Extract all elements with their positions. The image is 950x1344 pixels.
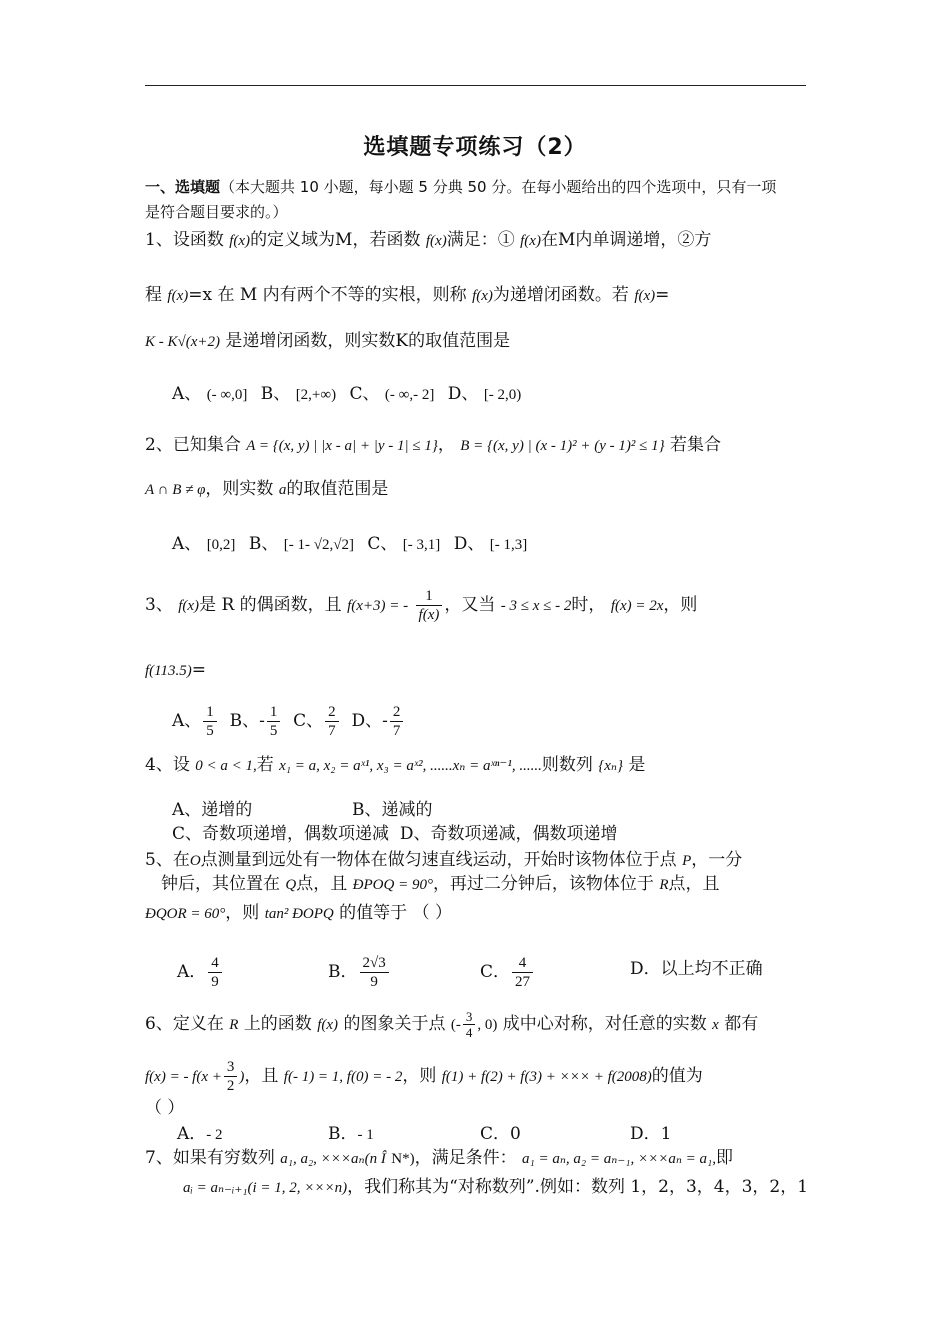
q3-range: - 3 ≤ x ≤ - 2 xyxy=(500,598,572,614)
q2-option-c-label: C、 xyxy=(367,534,398,554)
q3-fraction-numerator: 1 xyxy=(416,587,443,606)
q2-condition: A ∩ B ≠ φ xyxy=(145,482,206,498)
q3-fraction xyxy=(416,587,443,624)
q7-text: ，满足条件： xyxy=(414,1148,517,1168)
q3-option-a-den: 5 xyxy=(206,723,214,739)
q2-text: ，则实数 xyxy=(205,479,274,499)
q5-point-r: R xyxy=(659,877,669,893)
q3-text: ，则 xyxy=(663,595,698,615)
q6-equation-end: ) xyxy=(239,1069,245,1085)
q5-option-b xyxy=(328,954,391,991)
q3-option-c-num: 2 xyxy=(325,703,339,722)
q6-x: x xyxy=(712,1017,719,1033)
q6-point: (- xyxy=(450,1017,461,1033)
q4-option-a: A、递增的 xyxy=(172,800,253,820)
q7-condition-2: aᵢ = aₙ₋ᵢ₊₁(i = 1, 2, ×××n) xyxy=(183,1180,348,1196)
question-6-line-3 xyxy=(145,1097,184,1119)
question-3-options xyxy=(172,703,405,740)
q1-text: 程 xyxy=(145,285,162,305)
q7-sequence: a₁, a₂, ×××aₙ(n Î xyxy=(280,1151,386,1167)
question-7-line-2 xyxy=(145,1176,808,1199)
q3-text: 3、 xyxy=(145,595,173,615)
q1-text: 在M内单调递增，②方 xyxy=(540,230,712,250)
q6-point-den: 4 xyxy=(465,1025,473,1040)
q6-equation-num: 3 xyxy=(224,1058,238,1077)
q3-fx: f(x) xyxy=(178,598,200,614)
q5-option-c-num: 4 xyxy=(512,954,533,973)
q5-angle-qor: ÐQOR = 60° xyxy=(145,906,226,922)
q5-option-a-num: 4 xyxy=(208,954,222,973)
q2-text: 若集合 xyxy=(670,435,722,455)
q1-option-b: [2,+∞) xyxy=(295,387,337,403)
question-5-line-1 xyxy=(145,849,742,872)
q6-text: 上的函数 xyxy=(243,1014,312,1034)
q3-option-b-num: 1 xyxy=(267,703,281,722)
q6-r: R xyxy=(229,1017,239,1033)
q2-set-b: B = {(x, y) | (x - 1)² + (y - 1)² ≤ 1} xyxy=(460,438,665,454)
q5-expression: tan² ÐOPQ xyxy=(264,906,334,922)
q5-option-c xyxy=(480,954,535,991)
q6-fx: f(x) xyxy=(317,1017,339,1033)
q5-option-b-den: 9 xyxy=(370,974,378,990)
question-1-line-3 xyxy=(145,330,510,353)
header-rule xyxy=(145,85,806,86)
q6-option-b xyxy=(328,1123,374,1146)
q1-text: 为递增闭函数。若 xyxy=(492,285,629,305)
question-4-options-row-1 xyxy=(172,799,433,821)
q6-text: 的值为 xyxy=(651,1066,703,1086)
q5-text: 点，且 xyxy=(668,874,720,894)
question-5-line-2 xyxy=(145,873,720,896)
q1-fx: f(x) xyxy=(634,288,656,304)
q1-fx: f(x) xyxy=(425,233,447,249)
q2-option-d-label: D、 xyxy=(453,534,485,554)
question-1-options xyxy=(172,383,521,406)
q6-option-d: D．1 xyxy=(630,1124,672,1144)
q5-option-d: D．以上均不正确 xyxy=(630,959,763,979)
q6-option-b-label: B． xyxy=(328,1124,358,1144)
q3-option-a-label: A、 xyxy=(172,711,202,731)
q5-angle-poq: ÐPOQ = 90° xyxy=(352,877,433,893)
question-5-line-3 xyxy=(145,902,452,925)
q2-text: ， xyxy=(437,435,455,455)
question-1-line-2 xyxy=(145,284,669,307)
q1-text: = xyxy=(655,285,670,305)
q6-text: 都有 xyxy=(724,1014,759,1034)
q3-equation: f(x+3) = - xyxy=(347,598,409,614)
q7-natural-set: N*) xyxy=(391,1151,415,1167)
q6-answer-paren: （ ） xyxy=(145,1098,185,1118)
q3-option-a xyxy=(203,703,217,740)
q6-point-num: 3 xyxy=(463,1009,476,1025)
q2-option-b-label: B、 xyxy=(248,534,279,554)
q5-text: 钟后，其位置在 xyxy=(161,874,280,894)
q4-text: 则数列 xyxy=(541,755,593,775)
q5-point-p: P xyxy=(682,853,692,869)
question-1-line-1 xyxy=(145,229,711,252)
q5-option-a xyxy=(177,954,224,991)
q4-text: 4、设 xyxy=(145,755,190,775)
q4-option-c: C、奇数项递增，偶数项递减 xyxy=(172,824,390,844)
q1-fx: f(x) xyxy=(520,233,541,249)
q7-text: 即 xyxy=(716,1148,733,1168)
q6-text: 的图象关于点 xyxy=(343,1014,446,1034)
q3-option-c-label: C、 xyxy=(293,711,324,731)
q5-text: ，则 xyxy=(225,903,260,923)
q6-option-b-value: - 1 xyxy=(357,1127,374,1143)
q4-condition: 0 < a < 1, xyxy=(195,758,257,774)
q1-text: 满足：① xyxy=(446,230,515,250)
q3-option-c xyxy=(325,703,339,740)
q4-sequence-name: {xₙ} xyxy=(598,758,623,774)
q1-text: 的定义域为M，若函数 xyxy=(250,230,421,250)
q2-option-d: [- 1,3] xyxy=(489,537,528,553)
q3-option-a-num: 1 xyxy=(203,703,217,722)
q4-text: 若 xyxy=(256,755,274,775)
q6-point-end: , 0) xyxy=(477,1017,498,1033)
q6-text: 成中心对称，对任意的实数 xyxy=(502,1014,707,1034)
section-note-line-2 xyxy=(145,201,288,223)
q1-option-b-label: B、 xyxy=(260,384,291,404)
question-6-line-1 xyxy=(145,1009,758,1040)
q1-option-a-label: A、 xyxy=(172,384,202,404)
q6-equation-den: 2 xyxy=(226,1078,235,1094)
q3-option-c-den: 7 xyxy=(328,723,336,739)
q5-text: 的值等于 （ ） xyxy=(339,903,452,923)
q4-option-b: B、递减的 xyxy=(352,800,433,820)
q2-option-a-label: A、 xyxy=(172,534,202,554)
q5-text: 5、在 xyxy=(145,850,190,870)
q1-option-d-label: D、 xyxy=(447,384,479,404)
section-heading: 一、选填题 xyxy=(145,178,221,196)
question-2-line-1 xyxy=(145,434,721,457)
q6-option-a-value: - 2 xyxy=(206,1127,223,1143)
q5-point-o: O xyxy=(189,853,201,869)
q1-fx: f(x) xyxy=(229,233,251,249)
q6-equation-fraction xyxy=(224,1058,238,1095)
q5-text: ，一分 xyxy=(691,850,743,870)
q3-option-d-num: 2 xyxy=(390,703,404,722)
q3-text: 时， xyxy=(571,595,606,615)
q5-option-b-num: 2√3 xyxy=(360,954,389,973)
q2-option-a: [0,2] xyxy=(206,537,236,553)
q6-values: f(- 1) = 1, f(0) = - 2 xyxy=(283,1069,403,1085)
q6-point-fraction xyxy=(463,1009,476,1040)
q3-option-d-label: D、- xyxy=(351,711,388,731)
q1-text: 1、设函数 xyxy=(145,230,224,250)
q3-equation-2: f(x) = 2x xyxy=(610,598,664,614)
q4-text: 是 xyxy=(628,755,646,775)
q2-set-a: A = {(x, y) | |x - a| + |y - 1| ≤ 1} xyxy=(246,438,438,454)
q7-text: ，我们称其为“对称数列”.例如：数列 1，2，3，4，3，2，1 xyxy=(347,1177,809,1197)
section-note-2: 是符合题目要求的。） xyxy=(145,203,288,221)
q6-option-c: C．0 xyxy=(480,1124,521,1144)
q1-option-c-label: C、 xyxy=(349,384,380,404)
question-4-options-row-2 xyxy=(172,823,617,845)
q6-option-a xyxy=(177,1123,223,1146)
question-4-line-1 xyxy=(145,754,645,777)
q6-option-a-label: A． xyxy=(177,1124,207,1144)
q1-text: 是递增闭函数，则实数K的取值范围是 xyxy=(225,331,511,351)
q5-option-c-label: C． xyxy=(480,962,511,982)
page-title: 选填题专项练习（2） xyxy=(363,135,587,160)
question-3-line-1 xyxy=(145,587,697,624)
q3-text: 是 R 的偶函数，且 xyxy=(199,595,342,615)
q3-fraction-denominator: f(x) xyxy=(418,607,440,623)
q3-ask: f(113.5) xyxy=(145,663,192,679)
q1-fx: f(x) xyxy=(167,288,189,304)
question-3-line-2 xyxy=(145,659,206,682)
section-note: （本大题共 10 小题，每小题 5 分典 50 分。在每小题给出的四个选项中，只有一项 xyxy=(220,178,777,196)
q1-option-a: (- ∞,0] xyxy=(206,387,248,403)
q2-option-b: [- 1- √2,√2] xyxy=(283,537,354,553)
q5-point-q: Q xyxy=(285,877,297,893)
q2-text: 的取值范围是 xyxy=(286,479,389,499)
q2-option-c: [- 3,1] xyxy=(402,537,441,553)
question-7-line-1 xyxy=(145,1147,733,1170)
q3-text: = xyxy=(191,660,207,680)
q6-equation: f(x) = - f(x + xyxy=(145,1069,222,1085)
q3-option-d-den: 7 xyxy=(392,723,401,739)
q3-option-b xyxy=(267,703,281,740)
q5-option-c-den: 27 xyxy=(515,974,531,990)
q5-text: ，再过二分钟后，该物体位于 xyxy=(432,874,654,894)
q6-sum: f(1) + f(2) + f(3) + ××× + f(2008) xyxy=(441,1069,652,1085)
q3-text: ，又当 xyxy=(444,595,496,615)
q5-option-a-label: A． xyxy=(177,962,207,982)
q5-option-a-den: 9 xyxy=(211,974,219,990)
q6-text: ，且 xyxy=(244,1066,279,1086)
q1-option-c: (- ∞,- 2] xyxy=(384,387,435,403)
section-heading-line xyxy=(145,176,776,198)
q3-option-d xyxy=(390,703,404,740)
q6-text: ，则 xyxy=(402,1066,437,1086)
question-6-line-2 xyxy=(145,1058,703,1095)
q7-condition: a₁ = aₙ, a₂ = aₙ₋₁, ×××aₙ = a₁, xyxy=(522,1151,716,1167)
q2-text: 2、已知集合 xyxy=(145,435,241,455)
q1-expression: K - K√(x+2) xyxy=(145,334,221,350)
q5-option-b-label: B． xyxy=(328,962,358,982)
q6-text: 6、定义在 xyxy=(145,1014,224,1034)
q1-option-d: [- 2,0) xyxy=(483,387,522,403)
q2-variable: a xyxy=(278,482,287,498)
q5-text: 点测量到远处有一物体在做匀速直线运动，开始时该物体位于点 xyxy=(200,850,677,870)
q5-text: 点，且 xyxy=(296,874,348,894)
q1-text: =x 在 M 内有两个不等的实根，则称 xyxy=(188,285,467,305)
q7-text: 7、如果有穷数列 xyxy=(145,1148,275,1168)
q3-option-b-label: B、- xyxy=(229,711,265,731)
q4-option-d: D、奇数项递减，偶数项递增 xyxy=(399,824,618,844)
question-2-line-2 xyxy=(145,478,388,501)
question-2-options xyxy=(172,533,527,556)
q3-option-b-den: 5 xyxy=(269,723,278,739)
q1-fx: f(x) xyxy=(472,288,493,304)
q4-sequence: x₁ = a, x₂ = aˣ¹, x₃ = aˣ², ......xₙ = aˣⁿ⁻¹, ...... xyxy=(279,758,542,774)
